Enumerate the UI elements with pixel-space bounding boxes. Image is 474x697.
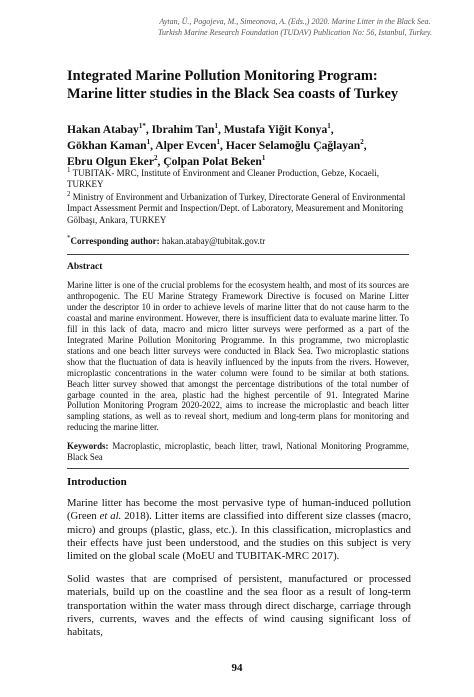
author-affil-sup: 1 xyxy=(261,154,266,163)
keywords xyxy=(67,441,409,463)
author-line-1: Hakan Atabay$^{1*}$, Ibrahim Tan$^1$, Mustafa Yiğit Konya$^1$, xyxy=(67,122,334,136)
author-affil-sup: 1* xyxy=(138,122,146,131)
author-name: Ebru Olgun Eker xyxy=(67,155,154,168)
author-affil-sup: 2 xyxy=(360,138,364,147)
author-affil-sup: 1 xyxy=(146,138,151,147)
affiliation-text: Ministry of Environment and Urbanization of Turkey, Directorate General of Environmental Impact Assessment Permit and Inspection/Dept. of Laboratory, Measurement and Monitoring Gölbaşı, Ankara, TURKEY xyxy=(67,191,406,225)
abstract-heading: Abstract xyxy=(67,262,103,272)
corresponding-email: hakan.atabay@tubitak.gov.tr xyxy=(159,236,266,246)
intro-p1-part-a: Marine litter has become the most pervasive type of human-induced pollution (Green xyxy=(67,497,411,523)
author-line-2: Gökhan Kaman$^1$, Alper Evcen$^1$, Hacer Selamoğlu Çağlayan$^2$, xyxy=(67,138,367,152)
author-name: Alper Evcen xyxy=(155,139,217,152)
page-number: 94 xyxy=(231,662,243,674)
running-header-line-1: Aytan, Ü., Pogojeva, M., Simeonova, A. (Eds.,) 2020. Marine Litter in the Black Sea. xyxy=(159,17,431,26)
affiliation-2 xyxy=(67,189,412,226)
title-line-2: Marine litter studies in the Black Sea coasts of Turkey xyxy=(67,86,399,102)
keywords-label: Keywords: xyxy=(67,441,109,451)
corresponding-author xyxy=(67,235,412,247)
corresponding-label: Corresponding author: xyxy=(70,236,160,246)
author-name: Mustafa Yiğit Konya xyxy=(223,123,328,136)
author-name: Hakan Atabay xyxy=(67,123,139,136)
author-affil-sup: 2 xyxy=(153,154,158,163)
author-affil-sup: 1 xyxy=(327,122,331,131)
author-line-3: Ebru Olgun Eker$^2$, Çolpan Polat Beken$^1$ xyxy=(67,154,266,168)
intro-p1-part-b: 2018). Litter items are classified into different size classes (macro, micro) and groups (plastic, glass, etc.). In this classification, microplastics and their effects have just been understood, and the studies on this subject is very limited on the global scale (MoEU and TUBITAK-MRC 2017). xyxy=(67,510,411,563)
title-line-1: Integrated Marine Pollution Monitoring Program: xyxy=(67,68,378,84)
introduction-paragraph-2: Solid wastes that are comprised of persistent, manufactured or processed materials, build up on the coastline and the sea floor as a result of long-term transportation within the water mass through direct discharge, carriage through rivers, currents, waves and the effects of wind causing significant loss of habitats, xyxy=(67,573,411,639)
author-name: Çolpan Polat Beken xyxy=(163,155,262,168)
running-header-line-2: Turkish Marine Research Foundation (TUDAV) Publication No: 56, Istanbul, Turkey. xyxy=(158,28,432,37)
paper-title xyxy=(67,67,417,103)
abstract-text: Marine litter is one of the crucial problems for the ecosystem health, and most of its sources are anthropogenic. The EU Marine Strategy Framework Directive is focused on Marine Litter under the descriptor 10 in order to achieve levels of marine litter that do not cause harm to the coastal and marine environment. However, there is insufficient data to evaluate marine litter. To fill in this lack of data, macro and micro litter surveys were performed as a part of the Integrated Marine Pollution Monitoring Programme. In this programme, two microplastic stations and one beach litter surveys were conducted in Black Sea. Two microplastic stations show that the fluctuation of data is heavily influenced by the inputs from the rivers. However, microplastic concentrations in the water column were found to be similar at both stations. Beach litter survey showed that amongst the percentage distributions of the total number of garbage counted in the area, plastic had the highest percentile of 91. Integrated Marine Pollution Monitoring Program 2020-2022, aims to increase the microplastic and beach litter sampling stations, as well as to reveal short, medium and long-term plans for monitoring and reducing the marine litter. xyxy=(67,280,409,433)
affiliation-sup: 1 xyxy=(67,166,71,174)
running-header xyxy=(150,16,440,38)
intro-p1-etal: et al. xyxy=(99,510,122,523)
affiliation-text: TUBITAK- MRC, Institute of Environment and Cleaner Production, Gebze, Kocaeli, TURKEY xyxy=(67,168,380,190)
introduction-paragraph-1 xyxy=(67,497,411,563)
introduction-heading: Introduction xyxy=(67,476,127,488)
author-list xyxy=(67,122,417,170)
author-name: Gökhan Kaman xyxy=(67,139,147,152)
affiliation-1 xyxy=(67,168,412,191)
rule-bottom xyxy=(67,468,409,469)
author-affil-sup: 1 xyxy=(214,122,218,131)
author-name: Hacer Selamoğlu Çağlayan xyxy=(225,139,361,152)
author-name: Ibrahim Tan xyxy=(151,123,215,136)
rule-top xyxy=(67,254,409,255)
keywords-text: Macroplastic, microplastic, beach litter, trawl, National Monitoring Programme, Black Sea xyxy=(67,441,409,462)
affiliations xyxy=(67,168,412,226)
author-affil-sup: 1 xyxy=(216,138,221,147)
affiliation-sup: 2 xyxy=(67,189,71,198)
corresponding-sup: * xyxy=(67,234,71,242)
